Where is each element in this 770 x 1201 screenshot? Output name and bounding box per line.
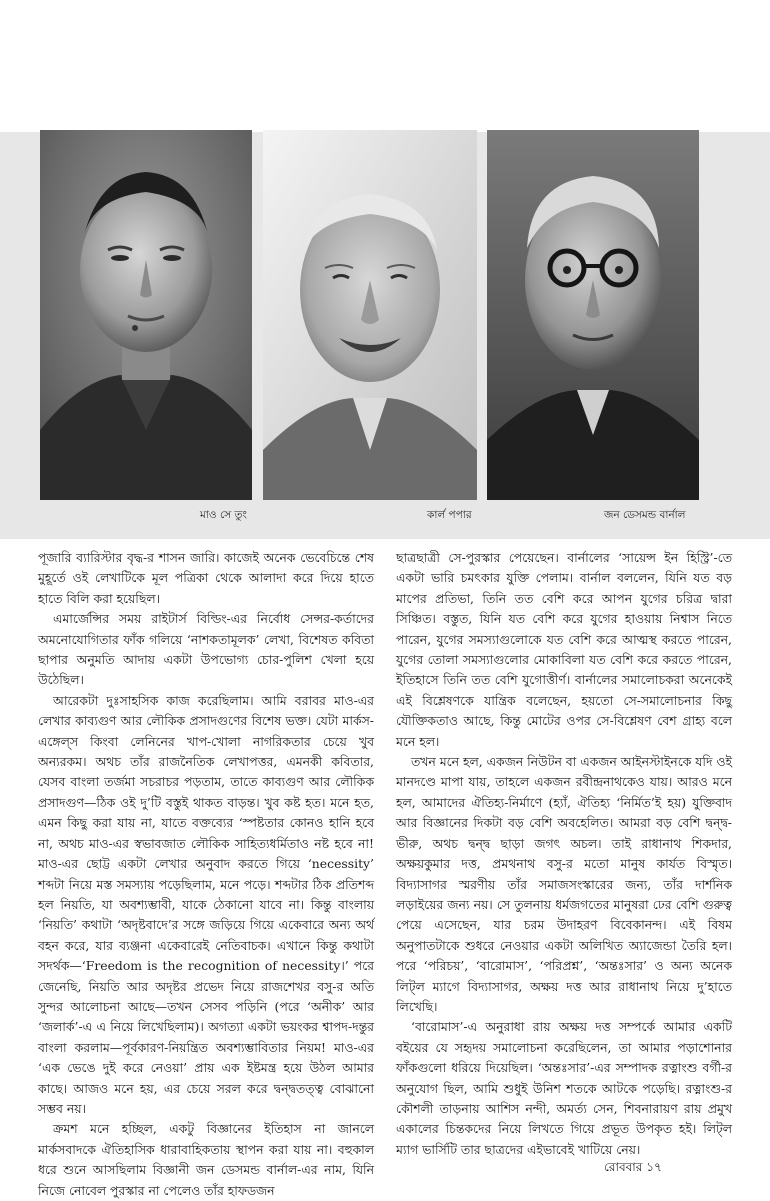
paragraph: তখন মনে হল, একজন নিউটন বা একজন আইনস্টাইনকে যদি ওই মানদণ্ডে মাপা যায়, তাহলে একজন রবীন্দ্রনাথকেও যায়। আরও মনে হল, আমাদের ঐতিহ্য-নির্মাণে (হ্যাঁ, ঐতিহ্য ‘নির্মিত’ই হয়) যুক্তিবাদ আর বিজ্ঞানের দিকটা বড় বেশি অবহেলিত। আমরা বড় বেশি দ্বন্দ্ব-ভীরু, অথচ দ্বন্দ্ব ছাড়া জগৎ অচল। তাই রাধানাথ শিকদার, অক্ষয়কুমার দত্ত, প্রমথনাথ বসু-র মতো মানুষ কার্যত বিস্মৃত। বিদ্যাসাগর স্মরণীয় তাঁর সমাজসংস্কারের জন্য, তাঁর দার্শনিক লড়াইয়ের জন্য নয়। সে তুলনায় ধর্মজগতের মানুষরা ঢের বেশি গুরুত্ব পেয়ে এসেছেন, যার চরম উদাহরণ বিবেকানন্দ। এই বিষম অনুপাতটাকে শুধরে নেওয়ার একটা অলিখিত অ্যাজেন্ডা তৈরি হল। পরে ‘পরিচয়’, ‘বারোমাস’, ‘পরিপ্রশ্ন’, ‘অন্তঃসার’ ও অন্য অনেক লিট্‌ল ম্যাগে বিদ্যাসাগর, অক্ষয় দত্ত আর রাধানাথ নিয়ে দু’হাতে লিখেছি। bbox=[396, 754, 732, 1014]
paragraph: ছাত্রছাত্রী সে-পুরস্কার পেয়েছেন। বার্নালের ‘সায়েন্স ইন হিস্ট্রি’-তে একটা ভারি চমৎকার যুক্তি পেলাম। বার্নাল বললেন, যিনি যত বড় মাপের প্রতিভা, তিনি তত বেশি করে আপন যুগের চরিত্র দ্বারা সিঞ্চিত। বস্তুত, যিনি যত বেশি করে যুগের হাওয়ায় নিশ্বাস নিতে পারেন, যুগের সমস্যাগুলোকে যত বেশি করে আত্মস্থ করতে পারেন, যুগের তোলা সমস্যাগুলোর মোকাবিলা যত বেশি করে করতে পারেন, ইতিহাসে তিনি তত বেশি যুগোত্তীর্ণ। বার্নালের সমালোচকরা অনেকেই এই বিশ্লেষণকে যান্ত্রিক বলেছেন, হয়তো সে-সমালোচনার কিছু যৌক্তিকতাও আছে, কিন্তু মোটের ওপর সে-বিশ্লেষণ বেশ গ্রাহ্য বলে মনে হল। bbox=[396, 550, 732, 749]
photo-caption-popper: কার্ল পপার bbox=[427, 509, 472, 521]
paragraph: এমার্জেন্সির সময় রাইটার্স বিল্ডিং-এর নির্বোধ সেন্সর-কর্তাদের অমনোযোগিতার ফাঁক গলিয়ে ‘নাশকতামূলক’ লেখা, বিশেষত কবিতা ছাপার অনুমতি আদায় একটা উপভোগ্য চোর-পুলিশ খেলা হয়ে উঠেছিল। bbox=[38, 611, 374, 688]
photo-caption-mao: মাও সে তুং bbox=[200, 509, 247, 521]
paragraph: পূজারি ব্যারিস্টার বৃদ্ধ-র শাসন জারি। কাজেই অনেক ভেবেচিন্তে শেষ মুহূর্তে ওই লেখাটিকে মূল পত্রিকা থেকে আলাদা করে দিয়ে হাতে হাতে বিলি করা হয়েছিল। bbox=[38, 550, 374, 606]
photo-caption-bernal: জন ডেসমন্ড বার্নাল bbox=[604, 509, 686, 521]
left-text-column bbox=[38, 548, 374, 1201]
paragraph: ক্রমশ মনে হচ্ছিল, একটু বিজ্ঞানের ইতিহাস না জানলে মার্কসবাদকে ঐতিহাসিক ধারাবাহিকতায় স্থাপন করা যায় না। বহুকাল ধরে শুনে আসছিলাম বিজ্ঞানী জন ডেসমন্ড বার্নাল-এর নাম, যিনি নিজে নোবেল পুরস্কার না পেলেও তাঁর হাফডজন bbox=[38, 1121, 374, 1198]
paragraph: আরেকটা দুঃসাহসিক কাজ করেছিলাম। আমি বরাবর মাও-এর লেখার কাব্যগুণ আর লৌকিক প্রসাদগুণের বিশেষ ভক্ত। যেটা মার্কস-এঙ্গেল্‌স কিংবা লেনিনের খাপ-খোলা নাগরিকতার চেয়ে খুব অন্যরকম। অথচ তাঁর রাজনৈতিক লেখাপত্তর, এমনকী কবিতার, যেসব বাংলা তর্জমা সচরাচর পড়তাম, তাতে কাব্যগুণ আর লৌকিক প্রসাদগুণ—ঠিক ওই দু’টি বস্তুই থাকত বাড়ন্ত। খুব কষ্ট হত। মনে হত, এমন কিছু করা যায় না, যাতে বক্তব্যের ‘স্পষ্টতার কোনও হানি হবে না, অথচ মাও-এর স্বভাবজাত লৌকিক সাহিত্যধর্মিতাও নষ্ট হবে না! মাও-এর ছোট্ট একটা লেখার অনুবাদ করতে গিয়ে ‘necessity’ শব্দটা নিয়ে মস্ত সমস্যায় পড়েছিলাম, মনে পড়ে। শব্দটার ঠিক প্রতিশব্দ হল নিয়তি, যা অবশ্যম্ভাবী, যাকে ঠেকানো যাবে না। কিন্তু বাংলায় ‘নিয়তি’ কথাটা ‘অদৃষ্টবাদে’র সঙ্গে জড়িয়ে গিয়ে একেবারে অন্য অর্থ বহন করে, যার ব্যঞ্জনা একেবারেই নেতিবাচক। এখানে কিন্তু কথাটা সদর্থক—‘Freedom is the recognition of necessity।’ পরে জেনেছি, নিয়তি আর অদৃষ্টর প্রভেদ নিয়ে রাজশেখর বসু-র অতি সুন্দর আলোচনা আছে—তখন সেসব পড়িনি (পরে ‘অনীক’ আর ‘জলার্ক’-এ এ নিয়ে লিখেছিলাম)। অগত্যা একটা ভয়ংকর শ্বাপদ-দন্তুর বাংলা করলাম—পূর্বকারণ-নিয়ন্ত্রিত অবশ্যম্ভাবিতার নিয়ম! মাও-এর ‘এক ভেঙে দুই করে নেওয়া’ প্রায় এক ইষ্টমন্ত্র হয়ে উঠল আমার কাছে। আজও মনে হয়, এর চেয়ে সরল করে দ্বন্দ্বতত্ত্ব বোঝানো সম্ভব নয়। bbox=[38, 692, 374, 1116]
mao-zedong-photo bbox=[40, 130, 252, 500]
page-footer: রোববার ১৭ bbox=[604, 1160, 662, 1174]
right-text-column bbox=[396, 548, 732, 1160]
john-desmond-bernal-photo bbox=[487, 130, 699, 500]
karl-popper-photo bbox=[263, 130, 477, 500]
paragraph: ‘বারোমাস’-এ অনুরাধা রায় অক্ষয় দত্ত সম্পর্কে আমার একটি বইয়ের যে সহৃদয় সমালোচনা করেছিলেন, তা আমার পড়াশোনার ফাঁকগুলো ধরিয়ে দিয়েছিল। ‘অন্তঃসার’-এর সম্পাদক রত্নাংশু বর্গী-র অনুযোগ ছিল, আমি শুধুই উনিশ শতকে আটকে পড়েছি। রত্নাংশু-র কৌশলী তাড়নায় আশিস নন্দী, অমর্ত্য সেন, শিবনারায়ণ রায় প্রমুখ একালের চিন্তকদের নিয়ে লিখতে গিয়ে প্রভূত উপকৃত হই। লিট্‌ল ম্যাগ ভার্সিটি তার ছাত্রদের এইভাবেই খাটিয়ে নেয়। bbox=[396, 1019, 732, 1157]
